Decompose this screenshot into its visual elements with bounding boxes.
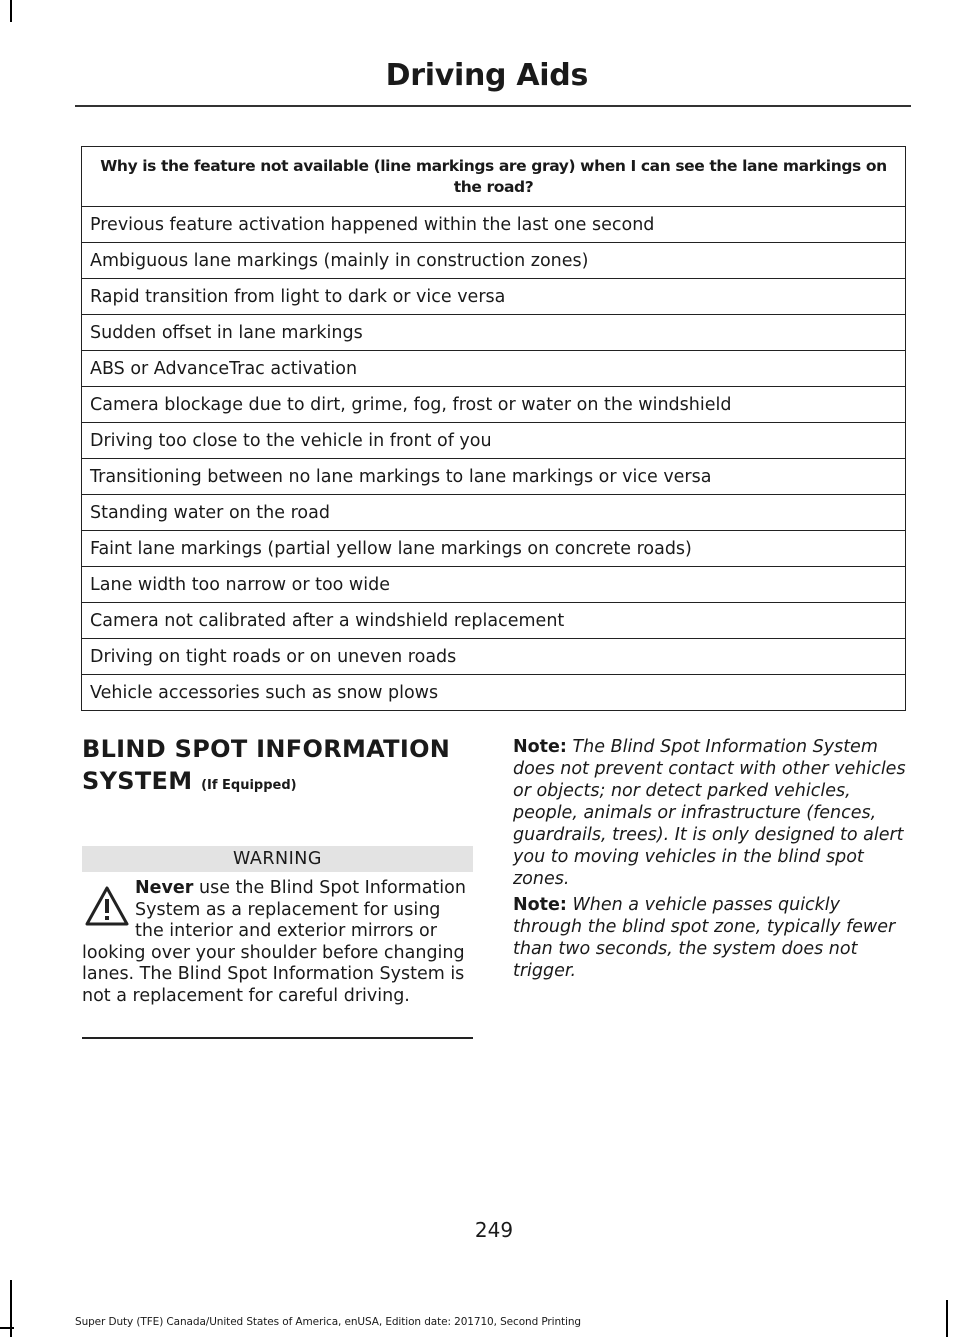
crop-mark — [0, 1327, 14, 1329]
section-heading-line2: SYSTEM — [82, 767, 193, 795]
if-equipped-label: (If Equipped) — [201, 778, 297, 793]
warning-label: WARNING — [82, 846, 473, 872]
table-row: Sudden offset in lane markings — [82, 315, 906, 351]
note — [513, 894, 908, 982]
section-heading — [82, 735, 482, 800]
table-row: Standing water on the road — [82, 495, 906, 531]
note-label: Note: — [513, 737, 567, 757]
warning-lead: Never — [135, 878, 194, 898]
table-row: Ambiguous lane markings (mainly in construction zones) — [82, 243, 906, 279]
table-row: Faint lane markings (partial yellow lane markings on concrete roads) — [82, 531, 906, 567]
page-number: 249 — [474, 1218, 514, 1242]
causes-table — [81, 146, 906, 711]
warning-text — [82, 878, 474, 1007]
table-row: Driving too close to the vehicle in front of you — [82, 423, 906, 459]
table-row: Vehicle accessories such as snow plows — [82, 675, 906, 711]
page-title: Driving Aids — [385, 58, 588, 93]
table-row: Driving on tight roads or on uneven roads — [82, 639, 906, 675]
section-heading-line1: BLIND SPOT INFORMATION — [82, 735, 451, 763]
table-row: ABS or AdvanceTrac activation — [82, 351, 906, 387]
note-text: The Blind Spot Information System does not prevent contact with other vehicles or objects; nor detect parked vehicles, people, animals or infrastructure (fences, guardrails, trees). It is only designed to alert you to moving vehicles in the blind spot zones. — [513, 737, 906, 889]
title-divider — [75, 105, 911, 107]
note-text: When a vehicle passes quickly through the blind spot zone, typically fewer than two seconds, the system does not trigger. — [513, 895, 896, 981]
table-header: Why is the feature not available (line markings are gray) when I can see the lane markings on the road? — [82, 147, 906, 207]
table-row: Previous feature activation happened within the last one second — [82, 207, 906, 243]
note — [513, 736, 908, 890]
table-row: Camera blockage due to dirt, grime, fog, frost or water on the windshield — [82, 387, 906, 423]
crop-mark — [946, 1300, 948, 1337]
note-label: Note: — [513, 895, 567, 915]
footer: Super Duty (TFE) Canada/United States of America, enUSA, Edition date: 201710, Second Printing — [75, 1316, 581, 1328]
warning-divider — [82, 1037, 473, 1039]
warning-body: use the Blind Spot Information System as a replacement for using the interior and exterior mirrors or looking over your shoulder before changing lanes. The Blind Spot Information System is not a replacement for careful driving. — [82, 878, 466, 1006]
table-row: Transitioning between no lane markings to lane markings or vice versa — [82, 459, 906, 495]
table-row: Camera not calibrated after a windshield replacement — [82, 603, 906, 639]
table-row: Rapid transition from light to dark or vice versa — [82, 279, 906, 315]
table-row: Lane width too narrow or too wide — [82, 567, 906, 603]
crop-mark — [10, 0, 12, 22]
